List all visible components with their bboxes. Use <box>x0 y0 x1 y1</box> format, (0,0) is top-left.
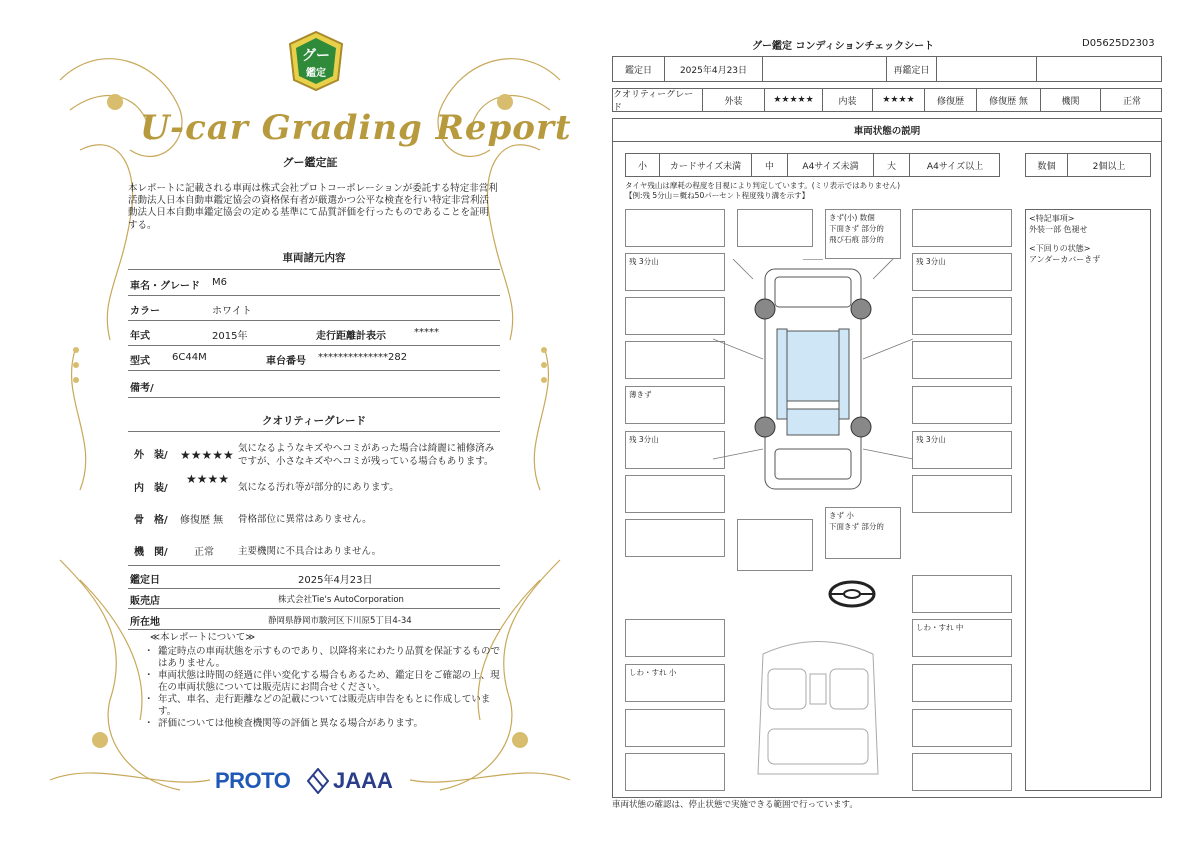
car-interior-diagram <box>753 634 883 784</box>
int-stars: ★★★★ <box>873 89 925 111</box>
model-label: 型式 <box>130 356 150 367</box>
top-note-line: 飛び石痕 部分的 <box>829 235 884 244</box>
location-row <box>128 609 500 630</box>
location-label: 所在地 <box>130 617 160 628</box>
bottom-note-line: 下面きず 部分的 <box>829 522 884 531</box>
date-label: 鑑定日 <box>130 575 160 586</box>
about-list <box>140 646 500 730</box>
size-small: 小 <box>626 154 660 176</box>
chassis-label: 車台番号 <box>266 356 306 367</box>
empty-cell <box>763 57 887 81</box>
note-box <box>912 619 1012 657</box>
mileage-label: 走行距離計表示 <box>316 331 386 342</box>
quality-row-exterior <box>128 438 500 470</box>
date-value: 2025年4月23日 <box>298 575 373 586</box>
model-value: 6C44M <box>172 352 207 363</box>
note-box <box>625 664 725 702</box>
goo-kantei-badge <box>288 30 344 92</box>
condition-check-sheet <box>612 30 1164 810</box>
engine-text: 主要機関に不具合はありません。 <box>238 546 382 557</box>
name-label: 車名・グレード <box>130 281 200 292</box>
note-box <box>625 209 725 247</box>
quality-row-frame <box>128 504 500 532</box>
left-side-note: 薄きず <box>629 390 652 399</box>
chassis-value: **************282 <box>318 352 408 363</box>
date-table <box>612 56 1162 82</box>
location-value: 静岡県静岡市駿河区下川原5丁目4-34 <box>268 616 412 626</box>
note-box <box>912 575 1012 613</box>
repair-label: 修復歴 <box>925 89 977 111</box>
about-title: ≪本レポートについて≫ <box>150 632 256 643</box>
note-box <box>625 341 725 379</box>
note-box <box>912 386 1012 424</box>
logos <box>215 768 435 798</box>
date-label: 鑑定日 <box>613 57 665 81</box>
note-box <box>912 253 1012 291</box>
steering-wheel-icon <box>827 579 877 609</box>
under-text: アンダーカバーきず <box>1029 255 1101 264</box>
count-desc: 2個以上 <box>1092 161 1126 172</box>
interior-stars: ★★★★ <box>186 472 230 486</box>
note-box <box>912 664 1012 702</box>
about-item: ・ 年式、車名、走行距離などの記載については販売店申告をもとに作成しています。 <box>152 694 500 718</box>
about-item: ・ 評価については他検査機関等の評価と異なる場合があります。 <box>152 718 500 730</box>
size-large: 大 <box>874 154 910 176</box>
note-box <box>912 475 1012 513</box>
int-label: 内装 <box>823 89 873 111</box>
note-box <box>625 753 725 791</box>
tire-note-1: タイヤ残山は摩耗の程度を目視により判定しています。(ミリ表示ではありません) <box>625 181 901 190</box>
top-note-line: きず(小) 数個 <box>829 213 875 222</box>
dealer-label: 販売店 <box>130 596 160 607</box>
note-box <box>625 709 725 747</box>
reinspect-value <box>937 57 1037 81</box>
spec-row-year <box>128 321 500 346</box>
grade-label: クオリティーグレード <box>613 89 703 111</box>
note-box <box>912 209 1012 247</box>
front-left-tire-note: 残 3分山 <box>629 257 659 266</box>
report-title: U-car Grading Report <box>140 108 572 148</box>
about-item: ・ 車両状態は時間の経過に伴い変化する場合もあるため、鑑定日をご確認の上、現在の車両状態については販売店にお問合せください。 <box>152 670 500 694</box>
engine-label: 機関 <box>1041 89 1101 111</box>
reinspect-label: 再鑑定日 <box>887 57 937 81</box>
color-value: ホワイト <box>212 306 252 317</box>
svg-text:グー: グー <box>302 48 330 64</box>
dealer-value: 株式会社Tie's AutoCorporation <box>278 595 404 605</box>
condition-panel <box>612 118 1162 798</box>
top-note-line: 下面きず 部分的 <box>829 224 884 233</box>
ext-label: 外装 <box>703 89 765 111</box>
size-mid-desc: A4サイズ未満 <box>788 154 874 176</box>
note-box <box>625 519 725 557</box>
state-title: 車両状態の説明 <box>613 119 1161 142</box>
quality-section-title: クオリティーグレード <box>262 415 366 427</box>
dealer-row <box>128 588 500 609</box>
date-value: 2025年4月23日 <box>665 57 763 81</box>
spec-section-title: 車両諸元内容 <box>282 252 346 264</box>
engine-label: 機 関/ <box>134 547 168 558</box>
note-box <box>625 619 725 657</box>
seat-right-note: しわ・すれ 中 <box>916 623 964 632</box>
engine-value: 正常 <box>194 547 214 558</box>
spec-row-name <box>128 271 500 296</box>
certificate-title: グー鑑定証 <box>282 156 338 169</box>
size-large-desc: A4サイズ以上 <box>926 161 984 172</box>
exterior-text-1: 気になるようなキズやヘコミがあった場合は綺麗に補修済み <box>238 443 495 454</box>
exterior-stars: ★★★★★ <box>180 448 234 462</box>
note-box <box>825 209 901 259</box>
note-box <box>625 253 725 291</box>
year-value: 2015年 <box>212 331 248 342</box>
engine-value: 正常 <box>1122 96 1141 107</box>
repair-value: 修復歴 無 <box>977 89 1041 111</box>
spec-row-model <box>128 346 500 371</box>
interior-label: 内 装/ <box>134 483 168 494</box>
special-title: <特記事項> <box>1029 214 1075 223</box>
jaaa-logo: JAAA <box>333 768 393 793</box>
note-box <box>912 753 1012 791</box>
svg-text:鑑定: 鑑定 <box>306 68 326 79</box>
note-box <box>912 341 1012 379</box>
spec-row-remarks <box>128 371 500 398</box>
front-right-tire-note: 残 3分山 <box>916 257 946 266</box>
bottom-note-line: きず 小 <box>829 511 854 520</box>
note-box <box>625 297 725 335</box>
sheet-title: グー鑑定 コンディションチェックシート <box>752 41 935 52</box>
car-top-view-diagram <box>713 259 913 499</box>
size-legend <box>625 153 1000 177</box>
divider <box>128 269 500 270</box>
color-label: カラー <box>130 306 160 317</box>
year-label: 年式 <box>130 331 150 342</box>
date-row <box>128 565 500 589</box>
mileage-value: ***** <box>414 327 439 338</box>
quality-row-engine <box>128 536 500 564</box>
note-box <box>737 209 813 247</box>
grading-certificate <box>40 20 580 830</box>
tire-note-2: 【例:残 5分山＝概ね50パーセント程度残り溝を示す】 <box>625 191 810 200</box>
seat-left-note: しわ・すれ 小 <box>629 668 677 677</box>
note-box <box>912 709 1012 747</box>
rear-left-tire-note: 残 3分山 <box>629 435 659 444</box>
remarks-label: 備考/ <box>130 383 154 394</box>
exterior-label: 外 装/ <box>134 450 168 461</box>
rear-right-tire-note: 残 3分山 <box>916 435 946 444</box>
exterior-text-2: ですが、小さなキズやヘコミが残っている場合もあります。 <box>238 456 494 467</box>
size-small-desc: カードサイズ未満 <box>660 154 752 176</box>
ext-stars: ★★★★★ <box>765 89 823 111</box>
note-box <box>912 297 1012 335</box>
proto-logo: PROTO <box>215 768 291 793</box>
special-notes-panel <box>1025 209 1151 791</box>
frame-text: 骨格部位に異常はありません。 <box>238 514 372 525</box>
note-box <box>625 475 725 513</box>
count-label: 数個 <box>1026 154 1068 176</box>
document-id: D05625D2303 <box>1082 38 1155 49</box>
jaaa-mark-icon <box>307 768 329 794</box>
grade-table <box>612 88 1162 112</box>
about-item: ・ 鑑定時点の車両状態を示すものであり、以降将来にわたり品質を保証するものではありません。 <box>152 646 500 670</box>
size-mid: 中 <box>752 154 788 176</box>
frame-label: 骨 格/ <box>134 515 168 526</box>
note-box <box>737 519 813 571</box>
special-text: 外装一部 色褪せ <box>1029 225 1088 234</box>
frame-value: 修復歴 無 <box>180 515 224 526</box>
note-box <box>825 507 901 559</box>
count-legend <box>1025 153 1151 177</box>
note-box <box>625 431 725 469</box>
note-box <box>912 431 1012 469</box>
certificate-text: 本レポートに記載される車両は株式会社プロトコーポレーションが委託する特定非営利活動法人日本自動車鑑定協会の資格保有者が厳選かつ公平な検査を行い特定非営利活動法人日本自動車鑑定協会の定める基準にて品質評価を行ったものであることを証明する。 <box>128 183 498 231</box>
under-title: <下回りの状態> <box>1029 244 1091 253</box>
footer-note: 車両状態の確認は、停止状態で実施できる範囲で行っています。 <box>612 800 858 810</box>
about-report <box>140 632 500 730</box>
divider <box>128 431 500 432</box>
name-value: M6 <box>212 277 227 288</box>
quality-row-interior <box>128 472 500 500</box>
note-box <box>625 386 725 424</box>
interior-text: 気になる汚れ等が部分的にあります。 <box>238 482 399 493</box>
spec-row-color <box>128 296 500 321</box>
